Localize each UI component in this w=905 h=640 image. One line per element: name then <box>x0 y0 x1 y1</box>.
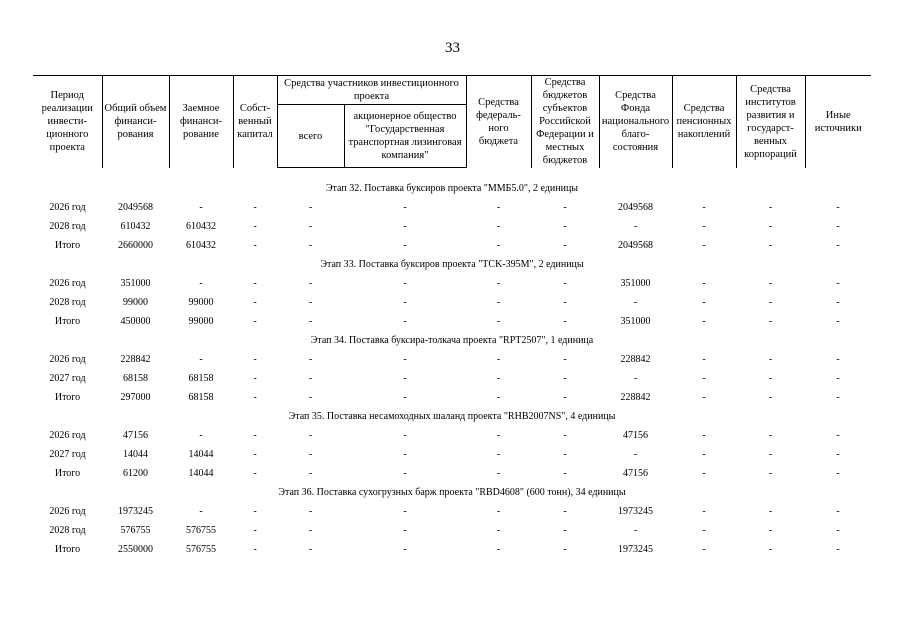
cell-own: - <box>253 449 257 460</box>
spacer-cell <box>33 168 871 180</box>
stage-title: Этап 36. Поставка сухогрузных барж проекта "RBD4608" (600 тонн), 34 единицы <box>278 487 626 498</box>
cell-part-all: - <box>308 297 313 308</box>
cell-part-all: - <box>308 221 313 232</box>
cell-regional: - <box>563 544 567 555</box>
cell-other: - <box>836 221 840 232</box>
cell-institutes: - <box>768 202 773 213</box>
cell-regional: - <box>563 221 567 232</box>
stage-title-row <box>33 407 871 426</box>
cell-nwf: 47156 <box>623 430 648 441</box>
cell-pension: - <box>702 525 706 536</box>
cell-regional: - <box>563 202 567 213</box>
cell-part-gtlk: - <box>403 392 407 403</box>
cell-pension: - <box>702 468 706 479</box>
table-row <box>33 464 871 483</box>
cell-regional: - <box>563 297 567 308</box>
cell-borrowed: 68158 <box>188 392 214 403</box>
cell-institutes: - <box>768 392 773 403</box>
cell-regional: - <box>563 525 567 536</box>
cell-part-gtlk: - <box>403 468 407 479</box>
cell-borrowed: - <box>199 354 203 365</box>
cell-total: 2049568 <box>118 202 153 213</box>
cell-institutes: - <box>768 468 773 479</box>
cell-part-all: - <box>308 506 313 517</box>
cell-other: - <box>836 468 840 479</box>
cell-pension: - <box>702 202 706 213</box>
cell-own: - <box>253 297 257 308</box>
cell-part-gtlk: - <box>403 373 407 384</box>
cell-pension: - <box>702 392 706 403</box>
cell-total: 68158 <box>123 373 148 384</box>
cell-period: Итого <box>54 240 81 251</box>
stage-title-row <box>33 255 871 274</box>
cell-nwf: - <box>633 525 638 536</box>
financing-table <box>33 75 871 559</box>
cell-nwf: 1973245 <box>618 544 653 555</box>
cell-own: - <box>253 202 257 213</box>
cell-total: 14044 <box>123 449 148 460</box>
cell-federal: - <box>496 506 501 517</box>
header-own-capital: Собст-венный капитал <box>233 76 277 168</box>
cell-borrowed: 576755 <box>186 525 216 536</box>
cell-total: 228842 <box>120 354 151 365</box>
cell-total: 1973245 <box>118 506 153 517</box>
cell-borrowed: 610432 <box>186 240 216 251</box>
cell-period: 2026 год <box>49 506 86 517</box>
cell-part-gtlk: - <box>403 544 407 555</box>
cell-pension: - <box>702 278 706 289</box>
table-row <box>33 198 871 217</box>
table-row <box>33 274 871 293</box>
cell-regional: - <box>563 240 567 251</box>
cell-borrowed: - <box>199 506 203 517</box>
cell-other: - <box>836 449 840 460</box>
cell-period: 2027 год <box>49 449 86 460</box>
cell-federal: - <box>496 544 501 555</box>
cell-other: - <box>836 506 840 517</box>
cell-own: - <box>253 354 257 365</box>
cell-federal: - <box>496 240 501 251</box>
page-number: 33 <box>445 40 460 56</box>
cell-nwf: 47156 <box>623 468 648 479</box>
cell-pension: - <box>702 354 706 365</box>
header-participants-gtlk: акционерное общество "Государственная транспортная лизинговая компания" <box>344 105 466 168</box>
cell-total: 61200 <box>123 468 148 479</box>
header-participants: Средства участников инвестиционного проекта <box>277 76 466 105</box>
table-row <box>33 502 871 521</box>
cell-period: Итого <box>54 468 81 479</box>
header-period: Период реализации инвести-ционного проекта <box>33 76 102 168</box>
cell-part-all: - <box>308 278 313 289</box>
cell-pension: - <box>702 221 706 232</box>
table-row <box>33 426 871 445</box>
cell-other: - <box>836 240 840 251</box>
cell-regional: - <box>563 468 567 479</box>
cell-total: 2550000 <box>118 544 153 555</box>
cell-borrowed: 14044 <box>188 449 214 460</box>
cell-part-gtlk: - <box>403 202 407 213</box>
cell-own: - <box>253 221 257 232</box>
cell-part-all: - <box>308 240 313 251</box>
cell-part-all: - <box>308 316 313 327</box>
cell-regional: - <box>563 373 567 384</box>
cell-part-gtlk: - <box>403 449 407 460</box>
cell-institutes: - <box>768 278 773 289</box>
header-borrowed: Заемное финанси-рование <box>169 76 233 168</box>
cell-own: - <box>253 525 257 536</box>
cell-own: - <box>253 240 257 251</box>
cell-period: 2026 год <box>49 202 86 213</box>
header-regional: Средства бюджетов субъектов Российской Федерации и местных бюджетов <box>531 76 599 168</box>
table-row <box>33 236 871 255</box>
stage-title-row <box>33 483 871 502</box>
cell-part-gtlk: - <box>403 278 407 289</box>
cell-part-gtlk: - <box>403 240 407 251</box>
cell-institutes: - <box>768 544 773 555</box>
table-row <box>33 540 871 559</box>
cell-borrowed: 99000 <box>188 316 214 327</box>
cell-period: 2028 год <box>49 525 86 536</box>
cell-pension: - <box>702 449 706 460</box>
cell-nwf: 351000 <box>620 316 651 327</box>
header-pension: Средства пенсионных накоплений <box>672 76 736 168</box>
header-other: Иные источники <box>805 76 871 168</box>
cell-pension: - <box>702 506 706 517</box>
cell-period: 2028 год <box>49 221 86 232</box>
cell-part-gtlk: - <box>403 354 407 365</box>
cell-other: - <box>836 354 840 365</box>
cell-federal: - <box>496 525 501 536</box>
cell-institutes: - <box>768 221 773 232</box>
cell-federal: - <box>496 468 501 479</box>
cell-regional: - <box>563 278 567 289</box>
cell-part-all: - <box>308 544 313 555</box>
cell-borrowed: - <box>199 202 203 213</box>
cell-institutes: - <box>768 525 773 536</box>
cell-federal: - <box>496 373 501 384</box>
header-total: Общий объем финанси-рования <box>102 76 169 168</box>
cell-federal: - <box>496 392 501 403</box>
cell-federal: - <box>496 430 501 441</box>
cell-federal: - <box>496 354 501 365</box>
table-row <box>33 350 871 369</box>
cell-period: Итого <box>54 544 81 555</box>
cell-part-all: - <box>308 202 313 213</box>
cell-period: 2026 год <box>49 430 86 441</box>
cell-federal: - <box>496 449 501 460</box>
header-participants-all: всего <box>277 105 344 168</box>
cell-other: - <box>836 316 840 327</box>
stage-title-row <box>33 179 871 198</box>
cell-institutes: - <box>768 430 773 441</box>
cell-period: 2028 год <box>49 297 86 308</box>
cell-total: 297000 <box>120 392 151 403</box>
cell-part-gtlk: - <box>403 525 407 536</box>
cell-institutes: - <box>768 354 773 365</box>
header-nwf: Средства Фонда национального благо-состояния <box>599 76 672 168</box>
cell-pension: - <box>702 544 706 555</box>
cell-regional: - <box>563 449 567 460</box>
cell-own: - <box>253 506 257 517</box>
cell-nwf: 228842 <box>620 392 651 403</box>
cell-federal: - <box>496 202 501 213</box>
cell-regional: - <box>563 430 567 441</box>
table-body <box>33 168 871 560</box>
cell-part-all: - <box>308 392 313 403</box>
cell-borrowed: - <box>199 430 203 441</box>
cell-nwf: 2049568 <box>618 202 653 213</box>
cell-period: 2027 год <box>49 373 86 384</box>
cell-nwf: - <box>633 373 638 384</box>
cell-part-all: - <box>308 449 313 460</box>
cell-borrowed: - <box>199 278 203 289</box>
cell-borrowed: 610432 <box>186 221 216 232</box>
cell-period: Итого <box>54 316 81 327</box>
cell-other: - <box>836 392 840 403</box>
cell-borrowed: 99000 <box>188 297 214 308</box>
header-federal: Средства федераль-ного бюджета <box>466 76 531 168</box>
cell-nwf: 2049568 <box>618 240 653 251</box>
table-row <box>33 521 871 540</box>
stage-title: Этап 33. Поставка буксиров проекта "TCK-395M", 2 единицы <box>320 259 584 270</box>
table-row <box>33 217 871 236</box>
cell-nwf: 351000 <box>620 278 651 289</box>
cell-part-all: - <box>308 373 313 384</box>
cell-own: - <box>253 316 257 327</box>
cell-other: - <box>836 278 840 289</box>
cell-pension: - <box>702 430 706 441</box>
table-row <box>33 293 871 312</box>
cell-borrowed: 14044 <box>188 468 214 479</box>
cell-pension: - <box>702 297 706 308</box>
stage-title: Этап 34. Поставка буксира-толкача проекта "RPT2507", 1 единица <box>310 335 594 346</box>
cell-institutes: - <box>768 449 773 460</box>
cell-nwf: 228842 <box>620 354 651 365</box>
cell-total: 47156 <box>123 430 148 441</box>
cell-part-gtlk: - <box>403 506 407 517</box>
cell-regional: - <box>563 354 567 365</box>
cell-other: - <box>836 297 840 308</box>
cell-federal: - <box>496 278 501 289</box>
cell-nwf: - <box>633 449 638 460</box>
cell-regional: - <box>563 316 567 327</box>
cell-regional: - <box>563 392 567 403</box>
cell-federal: - <box>496 297 501 308</box>
cell-total: 2660000 <box>118 240 153 251</box>
stage-title: Этап 35. Поставка несамоходных шаланд проекта "RHB2007NS", 4 единицы <box>288 411 616 422</box>
cell-nwf: - <box>633 297 638 308</box>
cell-pension: - <box>702 240 706 251</box>
cell-institutes: - <box>768 240 773 251</box>
cell-part-gtlk: - <box>403 221 407 232</box>
cell-part-gtlk: - <box>403 316 407 327</box>
header-institutes: Средства институтов развития и государст-венных корпораций <box>736 76 805 168</box>
cell-own: - <box>253 544 257 555</box>
cell-nwf: 1973245 <box>618 506 653 517</box>
cell-pension: - <box>702 316 706 327</box>
table-row <box>33 445 871 464</box>
cell-part-all: - <box>308 430 313 441</box>
cell-borrowed: 576755 <box>186 544 216 555</box>
cell-other: - <box>836 525 840 536</box>
cell-federal: - <box>496 316 501 327</box>
cell-borrowed: 68158 <box>188 373 214 384</box>
cell-part-gtlk: - <box>403 430 407 441</box>
table-row <box>33 388 871 407</box>
cell-part-all: - <box>308 468 313 479</box>
cell-own: - <box>253 430 257 441</box>
table-row <box>33 312 871 331</box>
cell-period: 2026 год <box>49 354 86 365</box>
table-row <box>33 369 871 388</box>
header-spacer-row <box>33 168 871 180</box>
cell-own: - <box>253 392 257 403</box>
cell-part-gtlk: - <box>403 297 407 308</box>
cell-institutes: - <box>768 373 773 384</box>
cell-other: - <box>836 373 840 384</box>
cell-federal: - <box>496 221 501 232</box>
cell-institutes: - <box>768 506 773 517</box>
cell-total: 351000 <box>120 278 151 289</box>
cell-institutes: - <box>768 316 773 327</box>
cell-pension: - <box>702 373 706 384</box>
cell-own: - <box>253 278 257 289</box>
cell-own: - <box>253 373 257 384</box>
cell-part-all: - <box>308 525 313 536</box>
cell-regional: - <box>563 506 567 517</box>
cell-institutes: - <box>768 297 773 308</box>
cell-other: - <box>836 202 840 213</box>
cell-period: Итого <box>54 392 81 403</box>
stage-title: Этап 32. Поставка буксиров проекта "ММБ5.0", 2 единицы <box>325 183 579 194</box>
cell-other: - <box>836 544 840 555</box>
cell-total: 99000 <box>123 297 148 308</box>
cell-period: 2026 год <box>49 278 86 289</box>
cell-own: - <box>253 468 257 479</box>
cell-part-all: - <box>308 354 313 365</box>
cell-total: 576755 <box>120 525 151 536</box>
cell-total: 450000 <box>120 316 151 327</box>
cell-other: - <box>836 430 840 441</box>
stage-title-row <box>33 331 871 350</box>
cell-nwf: - <box>633 221 638 232</box>
cell-total: 610432 <box>120 221 151 232</box>
